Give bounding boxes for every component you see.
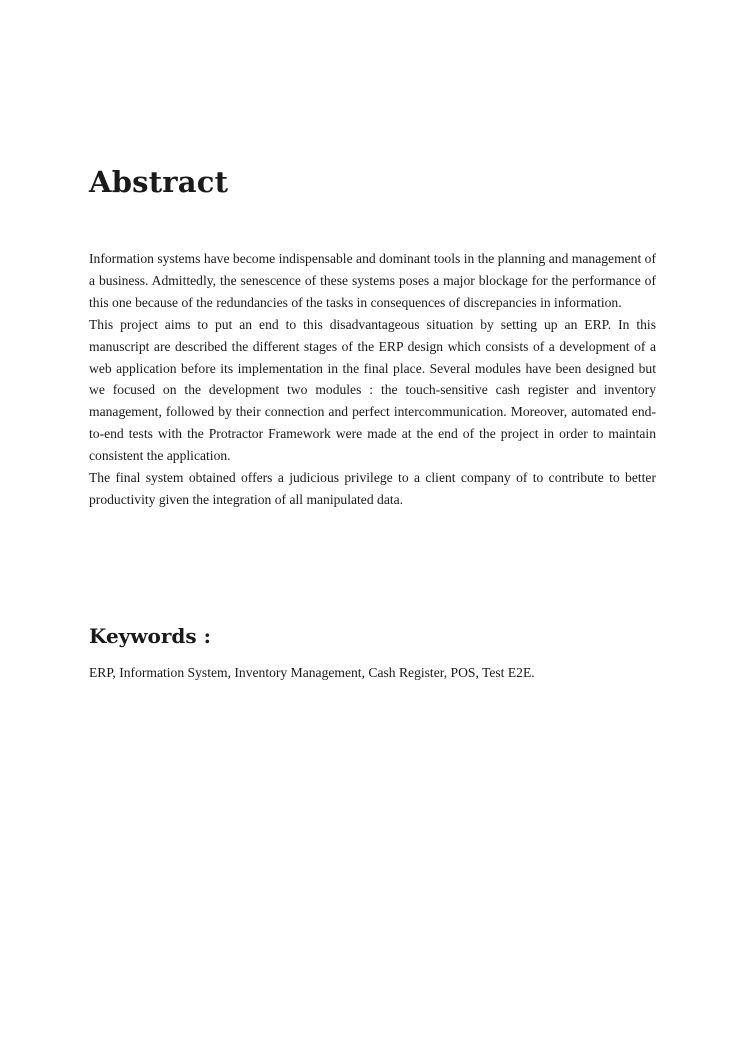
abstract-body	[89, 248, 656, 511]
keywords-list: ERP, Information System, Inventory Management, Cash Register, POS, Test E2E.	[89, 665, 535, 680]
abstract-paragraph-3: The final system obtained offers a judicious privilege to a client company of to contribute to better productivity given the integration of all manipulated data.	[89, 470, 656, 507]
abstract-paragraph-1: Information systems have become indispensable and dominant tools in the planning and management of a business. Admittedly, the senescence of these systems poses a major blockage for the performance of this one because of the redundancies of the tasks in consequences of discrepancies in information.	[89, 251, 656, 310]
abstract-heading: Abstract	[89, 165, 229, 199]
abstract-paragraph-2: This project aims to put an end to this disadvantageous situation by setting up an ERP. In this manuscript are described the different stages of the ERP design which consists of a development of a web application before its implementation in the final place. Several modules have been designed but we focused on the development two modules : the touch-sensitive cash register and inventory management, followed by their connection and perfect intercommunication. Moreover, automated end-to-end tests with the Protractor Framework were made at the end of the project in order to maintain consistent the application.	[89, 316, 656, 464]
keywords-heading: Keywords :	[89, 624, 211, 648]
